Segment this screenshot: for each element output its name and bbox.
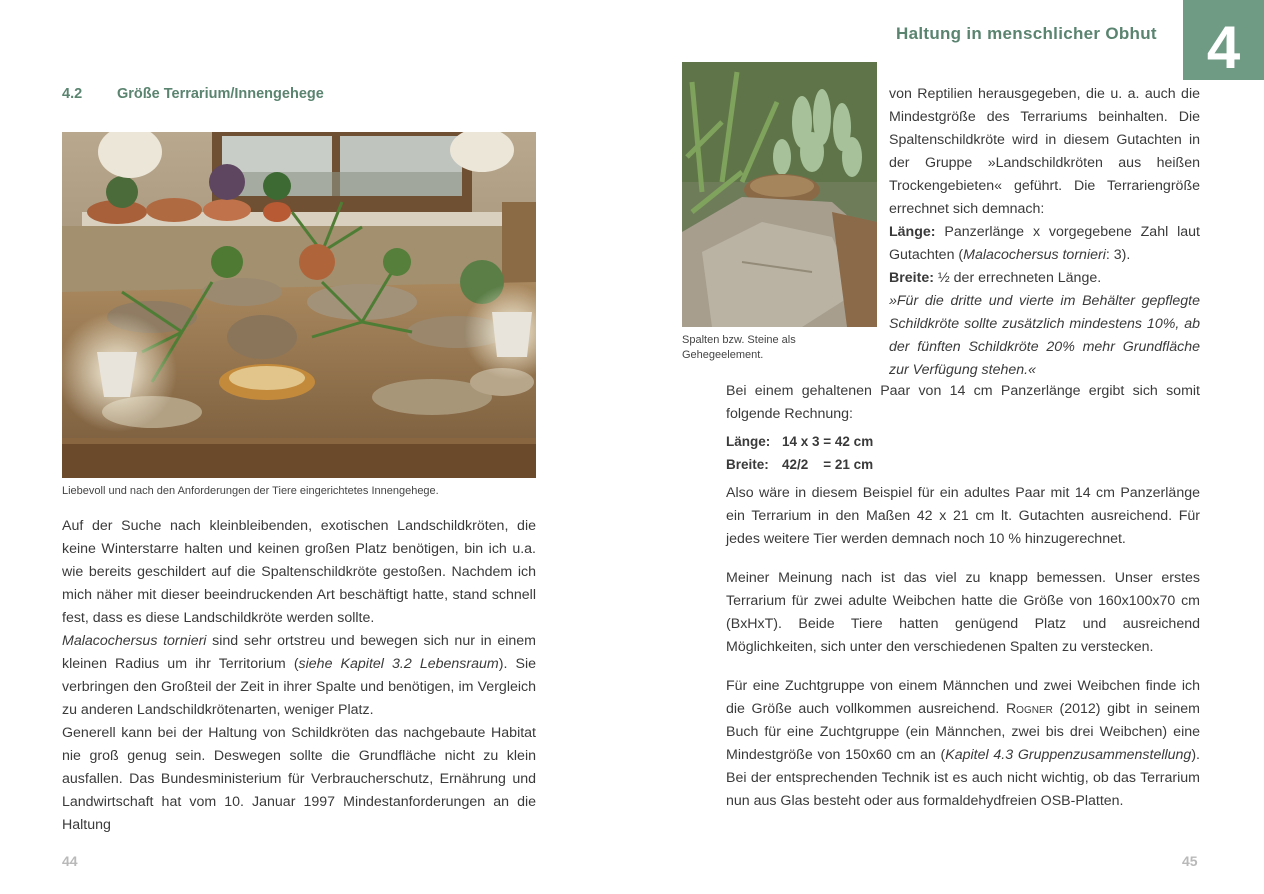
text-run: ½ der errechneten Länge. [933,270,1102,286]
terrarium-photo [62,132,536,478]
calc-row-width [726,453,1200,476]
paragraph: Auf der Suche nach kleinbleibenden, exotischen Landschildkröten, die keine Winterstarre halten und keinen großen Platz benötigen, bin ich u.a. wie bereits geschildert auf die Spaltenschildkröte gestoßen. Nachdem ich mich näher mit dieser beeindruckenden Art beschäftigt hatte, stand schnell fest, dass es diese Landschildkröte werden sollte. [62,518,536,626]
text-run: Für eine Zuchtgruppe von einem Männchen und zwei Weibchen finde ich die Größe auch vollkommen ausreichend. [726,678,1200,717]
paragraph: Generell kann bei der Haltung von Schildkröten das nachgebaute Habitat nie groß genug sein. Deswegen sollte die Grundfläche nicht zu klein ausfallen. Das Bundesministerium für Verbraucherschutz, Ernährung und Landwirtschaft hat vom 10. Januar 1997 Mindestanforderungen an die Haltung [62,725,536,833]
text-run: Panzerlänge x vorgegebene Zahl laut Gutachten ( [889,224,1200,263]
paragraph: Meiner Meinung nach ist das viel zu knapp bemessen. Unser erstes Terrarium für zwei adulte Weibchen hatte die Größe von 160x100x70 cm (BxHxT). Beide Tiere hatten genügend Platz und ausreichend Möglichkeiten, sich unter den verschiedenen Spalten zu verstecken. [726,570,1200,655]
author-name: Rogner [1005,701,1053,717]
stones-photo-caption: Spalten bzw. Steine als Gehegeelement. [682,334,796,361]
cross-reference: siehe Kapitel 3.2 Lebensraum [298,656,499,672]
chapter-number-badge: 4 [1183,0,1264,80]
page-number-left: 44 [62,853,78,869]
calc-label: Länge: [726,434,771,449]
species-name: Malacochersus tornieri [62,633,207,649]
paragraph: Bei einem gehaltenen Paar von 14 cm Panzerlänge ergibt sich somit folgende Rechnung: [726,383,1200,422]
paragraph: Also wäre in diesem Beispiel für ein adultes Paar mit 14 cm Panzerlänge ein Terrarium in den Maßen 42 x 21 cm lt. Gutachten ausreichend. Für jedes weitere Tier werden demnach noch 10 % hinzugerechnet. [726,485,1200,547]
paragraph [62,630,536,722]
text-run: ). Bei der entsprechenden Technik ist es auch nicht wichtig, ob das Terrarium nun aus Glas besteht oder aus formaldehydfreien OSB-Platten. [726,747,1200,809]
right-top-text [889,83,1200,382]
paragraph: von Reptilien herausgegeben, die u. a. auch die Mindestgröße des Terrariums beinhalten. Die Spaltenschildkröte wird in diesem Gutachten in der Gruppe »Landschildkröten aus heißen Trockengebieten« geführt. Die Terrariengröße errechnet sich demnach: [889,86,1200,217]
species-name: Malacochersus tornieri [963,247,1106,263]
text-run: : 3). [1105,247,1131,263]
calc-expression: 42/2 = 21 cm [782,457,874,472]
stones-photo [682,62,877,327]
text-run: (2012) gibt in seinem Buch für eine Zuchtgruppe (ein Männchen, zwei bis drei Weibchen) eine Mindestgröße von 150x60 cm an ( [726,701,1200,763]
photo-caption: Liebevoll und nach den Anforderungen der Tiere eingerichtetes Innengehege. [62,485,439,497]
calc-expression: 14 x 3 = 42 cm [782,434,874,449]
calc-row-length [726,430,1200,453]
text-run: sind sehr ortstreu und bewegen sich nur in einem kleinen Radius um ihr Territorium ( [62,633,536,672]
calculation [726,430,1200,476]
text-run: ). Sie verbringen den Großteil der Zeit in ihrer Spalte und benötigen, im Vergleich zu anderen Landschildkrötenarten, weniger Platz. [62,656,537,718]
paragraph [726,675,1200,813]
quote [889,290,1200,382]
section-title: Größe Terrarium/Innengehege [117,86,324,102]
section-number: 4.2 [62,86,83,102]
formula-width [889,267,1200,290]
page-number-right: 45 [1182,853,1198,869]
right-main-text [726,380,1200,813]
section-heading [62,86,324,102]
label: Länge: [889,224,936,240]
left-body-text [62,515,536,837]
chapter-title: Haltung in menschlicher Obhut [896,24,1157,43]
cross-reference: Kapitel 4.3 Gruppenzusammenstellung [945,747,1192,763]
calc-label: Breite: [726,457,769,472]
formula-length [889,221,1200,267]
quote-text: »Für die dritte und vierte im Behälter gepflegte Schildkröte sollte zusätzlich mindestens 10%, ab der fünften Schildkröte 20% mehr Grundfläche zur Verfügung stehen.« [889,293,1200,378]
label: Breite: [889,270,934,286]
